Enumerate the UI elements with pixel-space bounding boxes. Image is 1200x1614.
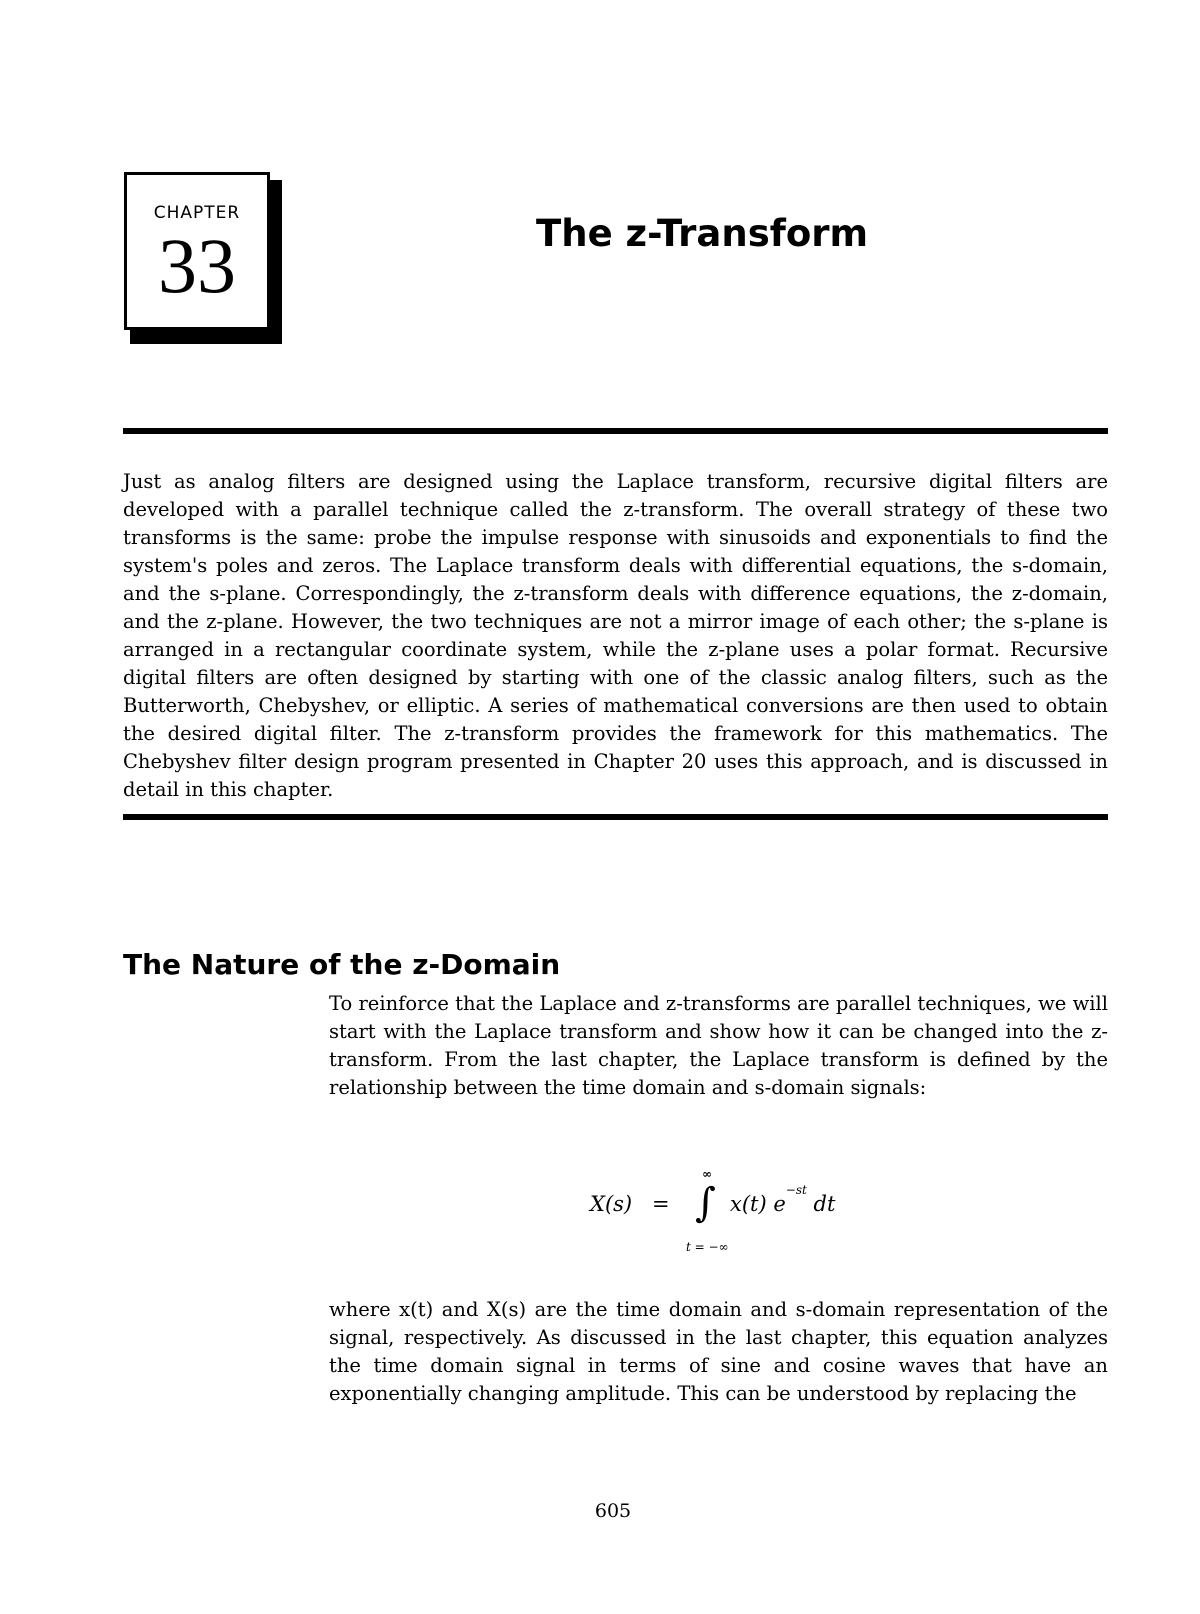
body-paragraph-2: where x(t) and X(s) are the time domain and s-domain representation of the signal, respectively. As discussed in the last chapter, this equation analyzes the time domain signal in terms of sine and cosine waves that have an exponentially changing amplitude. This can be understood by replacing the [329, 1298, 1108, 1405]
differential: dt [806, 1192, 836, 1216]
section-heading: The Nature of the z-Domain [123, 948, 561, 981]
chapter-number: 33 [158, 222, 236, 309]
equation-equals: = [652, 1192, 670, 1216]
chapter-title: The z-Transform [536, 212, 869, 255]
body-paragraph-1: To reinforce that the Laplace and z-transforms are parallel techniques, we will start with the Laplace transform and show how it can be changed into the z-transform. From the last chapter, the Laplace transform is defined by the relationship between the time domain and s-domain signals: [329, 992, 1108, 1099]
equation-lhs: X(s) [590, 1192, 633, 1216]
exponent: −st [785, 1183, 807, 1197]
page-number: 605 [594, 1500, 632, 1522]
laplace-equation [590, 1167, 890, 1260]
bottom-divider [123, 814, 1108, 820]
equation-integrand [730, 1183, 836, 1216]
integral-lower-limit: t = −∞ [686, 1240, 729, 1254]
chapter-label: CHAPTER [153, 203, 241, 223]
integral-sign: ∫ [695, 1180, 716, 1226]
intro-paragraph: Just as analog filters are designed using the Laplace transform, recursive digital filters are developed with a parallel technique called the z-transform. The overall strategy of these two transforms is the same: probe the impulse response with sinusoids and exponentials to find the system's poles and zeros. The Laplace transform deals with differential equations, the s-domain, and the s-plane. Correspondingly, the z-transform deals with difference equations, the z-domain, and the z-plane. However, the two techniques are not a mirror image of each other; the s-plane is arranged in a rectangular coordinate system, while the z-plane uses a polar format. Recursive digital filters are often designed by starting with one of the classic analog filters, such as the Butterworth, Chebyshev, or elliptic. A series of mathematical conversions are then used to obtain the desired digital filter. The z-transform provides the framework for this mathematics. The Chebyshev filter design program presented in Chapter 20 uses this approach, and is discussed in detail in this chapter. [123, 470, 1108, 801]
integrand-base: x(t) e [730, 1192, 786, 1216]
top-divider [123, 428, 1108, 434]
chapter-box [124, 172, 270, 330]
integral-upper-limit: ∞ [702, 1167, 712, 1181]
